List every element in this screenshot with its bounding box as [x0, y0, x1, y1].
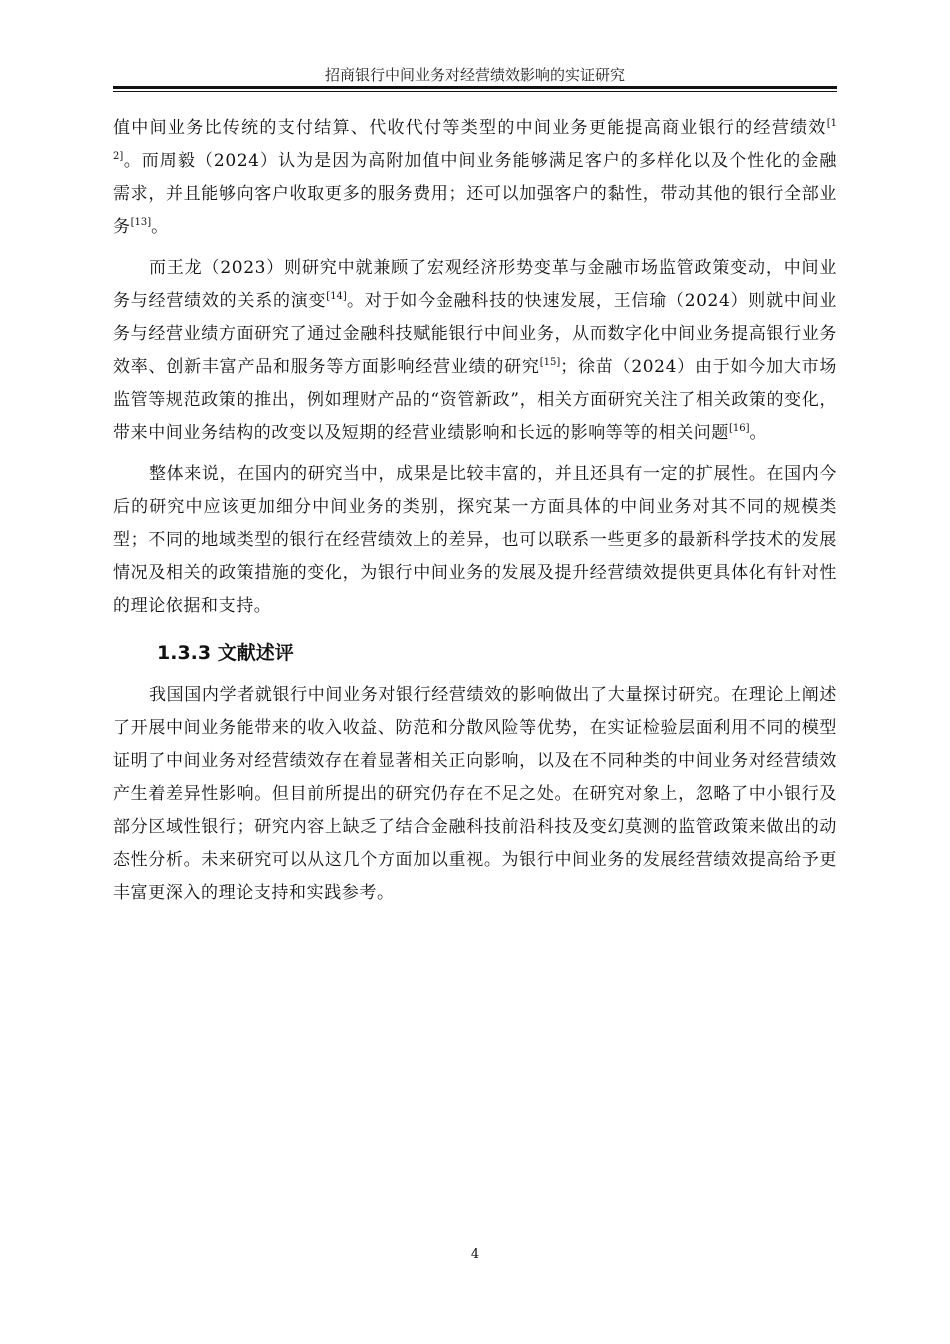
citation-ref: [13]: [130, 217, 152, 228]
paragraph-text: 。: [749, 423, 768, 443]
paragraph-text: 。: [151, 217, 169, 237]
header-rule-thin: [113, 91, 837, 92]
paragraph-continued: [113, 112, 837, 244]
header-rule-thick: [113, 86, 837, 89]
citation-ref: [14]: [326, 291, 347, 302]
paragraph-text: 值中间业务比传统的支付结算、代收代付等类型的中间业务更能提高商业银行的经营绩效: [113, 118, 827, 138]
paragraph-text: 而王龙（2023）则研究中就兼顾了宏观经济形势变革与金融市场监管政策变动，中间业务与经营绩效的关系的演变: [113, 258, 837, 311]
page-number: 4: [470, 1247, 480, 1262]
paragraph-related-work: [113, 252, 837, 450]
paragraph-review: 我国国内学者就银行中间业务对银行经营绩效的影响做出了大量探讨研究。在理论上阐述了开展中间业务能带来的收入收益、防范和分散风险等优势，在实证检验层面利用不同的模型证明了中间业务对经营绩效存在着显著相关正向影响，以及在不同种类的中间业务对经营绩效产生着差异性影响。但目前所提出的研究仍存在不足之处。在研究对象上，忽略了中小银行及部分区域性银行；研究内容上缺乏了结合金融科技前沿科技及变幻莫测的监管政策来做出的动态性分析。未来研究可以从这几个方面加以重视。为银行中间业务的发展经营绩效提高给予更丰富更深入的理论支持和实践参考。: [113, 685, 837, 903]
citation-ref: [16]: [729, 423, 750, 434]
paragraph-text: 。而周毅（2024）认为是因为高附加值中间业务能够满足客户的多样化以及个性化的金融需求，并且能够向客户收取更多的服务费用；还可以加强客户的黏性，带动其他的银行全部业务: [113, 151, 837, 237]
paragraph-summary: 整体来说，在国内的研究当中，成果是比较丰富的，并且还具有一定的扩展性。在国内今后的研究中应该更加细分中间业务的类别，探究某一方面具体的中间业务对其不同的规模类型；不同的地域类型的银行在经营绩效上的差异，也可以联系一些更多的最新科学技术的发展情况及相关的政策措施的变化，为银行中间业务的发展及提升经营绩效提供更具体化有针对性的理论依据和支持。: [113, 464, 837, 616]
citation-ref: [15]: [539, 357, 561, 368]
citation-ref: [12]: [113, 118, 837, 162]
paragraph-text: ；徐苗（2024）由于如今加大市场监管等规范政策的推出，例如理财产品的“资管新政”，相关方面研究关注了相关政策的变化，带来中间业务结构的改变以及短期的经营业绩影响和长远的影响等等的相关问题: [113, 357, 837, 443]
paragraph-text: 。对于如今金融科技的快速发展，王信瑜（2024）则就中间业务与经营业绩方面研究了通过金融科技赋能银行中间业务，从而数字化中间业务提高银行业务效率、创新丰富产品和服务等方面影响经营业绩的研究: [113, 291, 838, 377]
section-heading: 1.3.3 文献述评: [157, 642, 294, 664]
running-header: 招商银行中间业务对经营绩效影响的实证研究: [324, 66, 625, 84]
page-body: [113, 112, 837, 910]
